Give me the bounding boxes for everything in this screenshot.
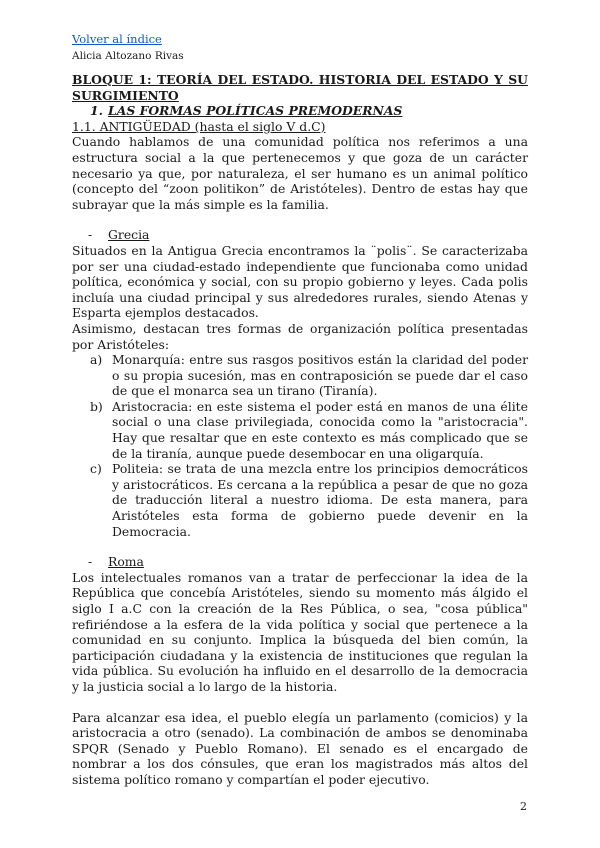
page-number: 2 (520, 800, 527, 813)
bloque-title: BLOQUE 1: TEORÍA DEL ESTADO. HISTORIA DEL ESTADO Y SU SURGIMIENTO (72, 72, 528, 103)
political-forms-list (72, 352, 528, 539)
back-to-index-link[interactable]: Volver al índice (72, 32, 162, 46)
grecia-heading (72, 227, 528, 243)
grecia-paragraph-2: Asimismo, destacan tres formas de organización política presentadas por Aristóteles: (72, 320, 528, 352)
list-item-text: Monarquía: entre sus rasgos positivos están la claridad del poder o su propia sucesión, mas en contraposición se puede dar el caso de que el monarca sea un tirano (Tiranía). (112, 352, 528, 399)
dash-bullet: - (88, 227, 93, 243)
document-body (72, 72, 528, 788)
list-item-text: Politeia: se trata de una mezcla entre los principios democráticos y aristocráticos. Es cercana a la república a pesar de que no goza de traducción literal a nuestro idioma. De esta manera, para Aristóteles esta forma de gobierno puede devenir en la Democracia. (112, 461, 528, 539)
section-heading (72, 103, 528, 119)
list-marker: c) (90, 461, 102, 477)
list-item (90, 399, 528, 461)
intro-paragraph: Cuando hablamos de una comunidad política nos referimos a una estructura social a la que pertenecemos y que goza de un carácter necesario ya que, por naturaleza, el ser humano es un animal político (concepto del “zoon politikon” de Aristóteles). Dentro de estas hay que subrayar que la más simple es la familia. (72, 134, 528, 212)
roma-paragraph-1: Los intelectuales romanos van a tratar de perfeccionar la idea de la República que concebía Aristóteles, siendo su momento más álgido el siglo I a.C con la creación de la Res Pública, o sea, "cosa pública" refiriéndose a la esfera de la vida política y social que pertenece a la comunidad en su conjunto. Implica la búsqueda del bien común, la participación ciudadana y la existencia de instituciones que regulan la vida pública. Su evolución ha influido en el desarrollo de la democracia y la justicia social a lo largo de la historia. (72, 569, 528, 694)
list-marker: b) (90, 398, 103, 414)
roma-heading (72, 554, 528, 570)
section-number: 1. (90, 103, 103, 119)
dash-bullet: - (88, 554, 93, 570)
list-item (90, 461, 528, 539)
roma-label: Roma (108, 554, 144, 570)
author-name: Alicia Altozano Rivas (72, 50, 184, 62)
list-item (90, 352, 528, 399)
grecia-paragraph-1: Situados en la Antigua Grecia encontramos la ¨polis¨. Se caracterizaba por ser una ciudad-estado independiente que funcionaba como unidad política, económica y social, con su propio gobierno y leyes. Cada polis incluía una ciudad principal y sus alrededores rurales, siendo Atenas y Esparta ejemplos destacados. (72, 242, 528, 321)
paragraph-spacer (72, 695, 528, 710)
roma-paragraph-2: Para alcanzar esa idea, el pueblo elegía un parlamento (comicios) y la aristocracia a otro (senado). La combinación de ambos se denominaba SPQR (Senado y Pueblo Romano). El senado es el encargado de nombrar a los dos cónsules, que eran los magistrados más altos del sistema político romano y compartían el poder ejecutivo. (72, 709, 528, 787)
section-title: LAS FORMAS POLÍTICAS PREMODERNAS (108, 103, 403, 119)
list-item-text: Aristocracia: en este sistema el poder está en manos de una élite social o una clase privilegiada, conocida como la "aristocracia". Hay que resaltar que en este contexto es más complicado que se de la tiranía, aunque puede desembocar en una oligarquía. (112, 398, 528, 461)
grecia-label: Grecia (108, 227, 150, 243)
list-marker: a) (90, 352, 103, 368)
subsection-heading: 1.1. ANTIGÜEDAD (hasta el siglo V d.C) (72, 118, 326, 134)
